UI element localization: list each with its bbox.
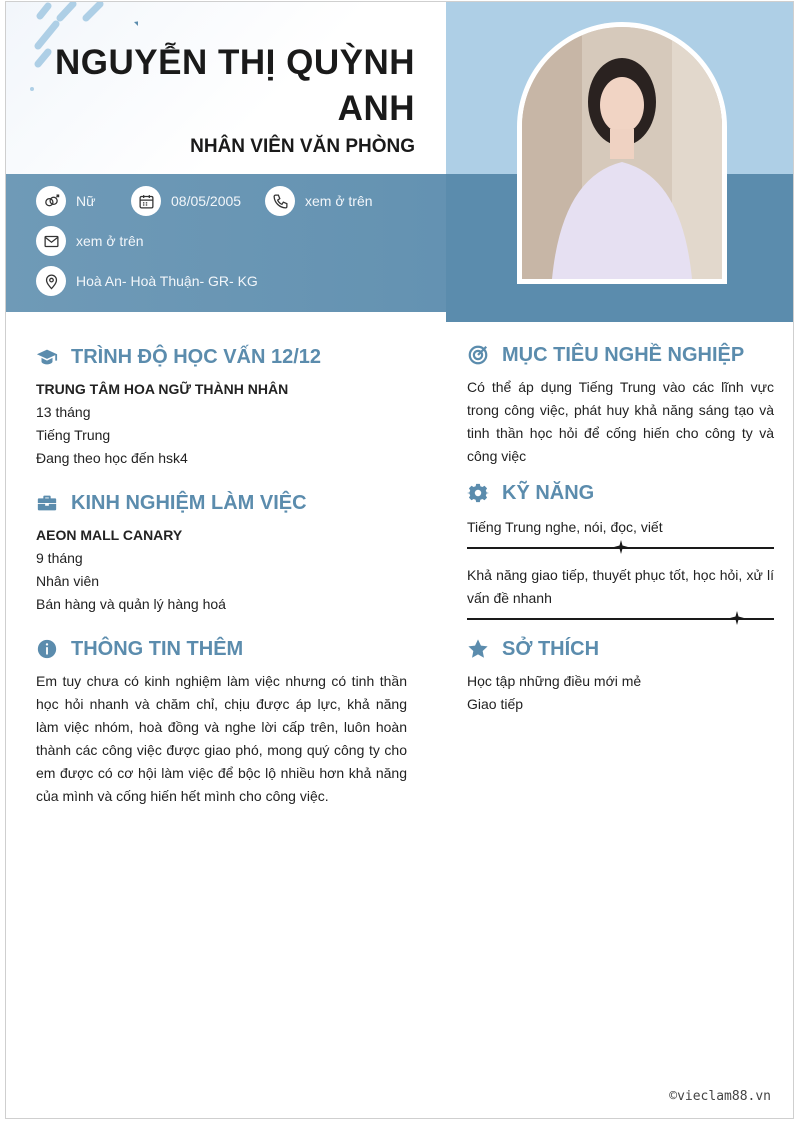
info-icon	[36, 638, 58, 660]
phone-text: xem ở trên	[305, 193, 373, 209]
experience-duration: 9 tháng	[36, 550, 83, 566]
profile-photo	[517, 22, 727, 284]
birthday-item	[131, 186, 241, 216]
skill-item: Khả năng giao tiếp, thuyết phục tốt, học hỏi, xử lí vấn đề nhanh	[467, 567, 774, 606]
experience-description: Bán hàng và quản lý hàng hoá	[36, 596, 226, 612]
skills-title: KỸ NĂNG	[502, 481, 595, 504]
job-title: NHÂN VIÊN VĂN PHÒNG	[190, 136, 415, 157]
watermark: ©vieclam88.vn	[669, 1089, 771, 1104]
mail-icon	[36, 226, 66, 256]
additional-text: Em tuy chưa có kinh nghiệm làm việc nhưng có tinh thần học hỏi nhanh và chăm chỉ, chịu được áp lực, khả năng làm việc nhóm, hoà đồng và nghe lời cấp trên, luôn hoàn thành các công việc được giao phó, mong quý công ty cho em được có cơ hội làm việc để bộc lộ nhiều hơn khả năng của mình và cống hiến hết mình cho công việc.	[36, 673, 407, 804]
company-name: AEON MALL CANARY	[36, 527, 183, 543]
skill-level-marker-icon	[730, 611, 744, 625]
experience-section	[36, 488, 407, 616]
hobbies-title: SỞ THÍCH	[502, 637, 600, 660]
gender-item	[36, 186, 95, 216]
email-item	[36, 226, 144, 256]
phone-item	[265, 186, 373, 216]
candidate-name: NGUYỄN THỊ QUỲNH ANH	[55, 43, 415, 128]
star-icon	[467, 638, 489, 660]
briefcase-icon	[36, 492, 58, 514]
education-duration: 13 tháng	[36, 404, 91, 420]
calendar-icon	[131, 186, 161, 216]
portrait-placeholder-icon	[522, 27, 722, 279]
skill-bar	[467, 541, 774, 555]
education-section	[36, 342, 407, 470]
hobby-item: Học tập những điều mới mẻ	[467, 673, 642, 689]
address-item	[36, 266, 258, 296]
objective-text: Có thể áp dụng Tiếng Trung vào các lĩnh vực trong công việc, phát huy khả năng sáng tạo và tinh thần học hỏi để cống hiến cho công ty và công việc	[467, 379, 774, 464]
skill-bar	[467, 612, 774, 626]
phone-icon	[265, 186, 295, 216]
objective-section	[467, 340, 774, 468]
education-major: Tiếng Trung	[36, 427, 111, 443]
additional-info-section	[36, 634, 407, 808]
address-text: Hoà An- Hoà Thuận- GR- KG	[76, 273, 258, 289]
skills-section	[467, 478, 774, 635]
hobbies-section	[467, 634, 774, 716]
graduation-cap-icon	[36, 346, 58, 368]
gender-icon	[36, 186, 66, 216]
gender-text: Nữ	[76, 193, 96, 209]
hobby-item: Giao tiếp	[467, 696, 524, 712]
birthday-text: 08/05/2005	[171, 193, 242, 209]
education-note: Đang theo học đến hsk4	[36, 450, 188, 466]
objective-title: MỤC TIÊU NGHỀ NGHIỆP	[502, 343, 745, 366]
additional-title: THÔNG TIN THÊM	[71, 637, 244, 660]
gear-icon	[467, 482, 489, 504]
education-title: TRÌNH ĐỘ HỌC VẤN 12/12	[71, 345, 322, 368]
school-name: TRUNG TÂM HOA NGỮ THÀNH NHÂN	[36, 381, 289, 397]
experience-title: KINH NGHIỆM LÀM VIỆC	[71, 491, 307, 514]
experience-position: Nhân viên	[36, 573, 100, 589]
email-text: xem ở trên	[76, 233, 144, 249]
location-pin-icon	[36, 266, 66, 296]
target-icon	[467, 344, 489, 366]
skill-level-marker-icon	[614, 540, 628, 554]
skill-item: Tiếng Trung nghe, nói, đọc, viết	[467, 519, 663, 535]
cv-page	[5, 1, 794, 1119]
